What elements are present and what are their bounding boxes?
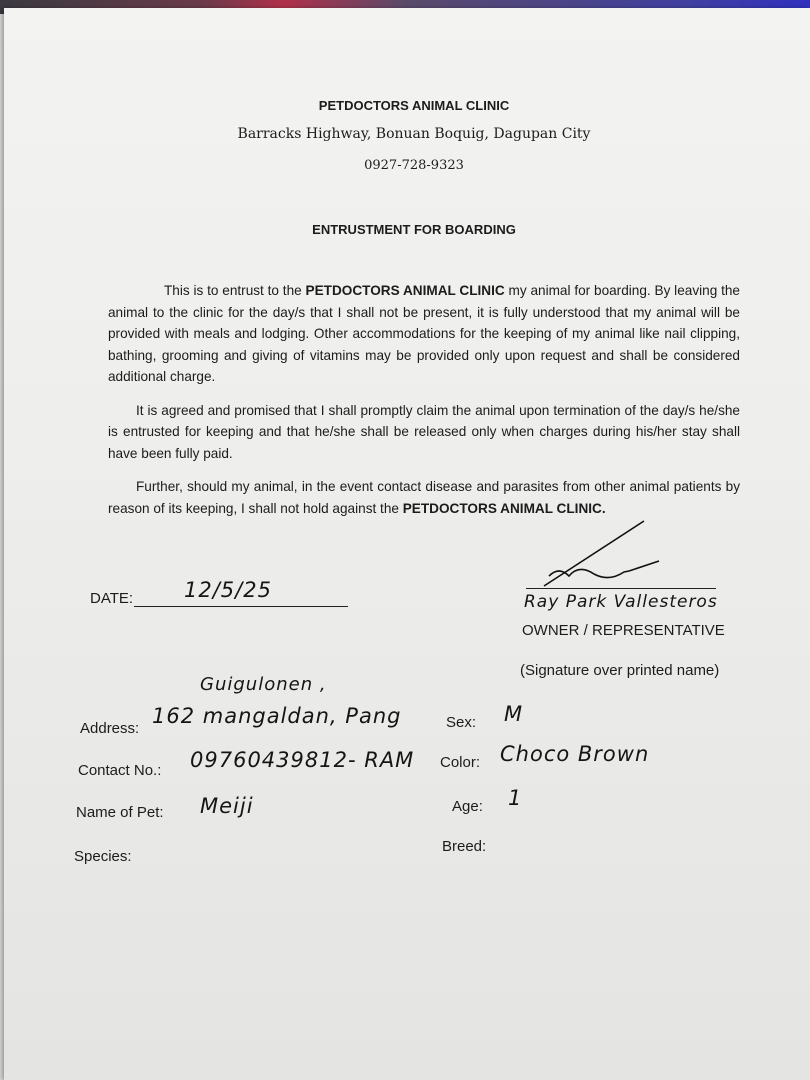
pet-name-value: Meiji [200,794,254,818]
signature-scribble [524,516,684,596]
age-value: 1 [508,786,523,810]
signature-note: (Signature over printed name) [520,662,720,679]
breed-label: Breed: [442,838,487,855]
date-line [134,606,348,607]
p1-bold: PETDOCTORS ANIMAL CLINIC [305,283,505,298]
address-label: Address: [80,720,140,737]
paragraph-1 [108,280,740,388]
pet-name-label: Name of Pet: [76,804,164,821]
paragraph-3 [108,476,740,519]
color-value: Choco Brown [500,742,650,766]
signature-line [526,588,716,589]
date-label: DATE: [90,590,134,607]
p1-text-2: my animal for boarding. By leaving the animal to the clinic for the day/s that I shall not be present, it is fully understood that my animal will be provided with meals and lodging. Other accommodations for the keeping of my animal like nail clipping, bathing, grooming and giving of vitamins may be provided only upon request and shall be considered additional charge. [108,283,740,384]
age-label: Age: [452,798,483,815]
p3-bold: PETDOCTORS ANIMAL CLINIC. [402,500,606,516]
date-value: 12/5/25 [184,578,272,602]
body-text [108,280,740,531]
address-line-1: Guigulonen , [200,674,327,695]
contact-label: Contact No.: [78,762,162,779]
p1-text: This is to entrust to the [164,283,306,298]
contact-value: 09760439812- RAM [190,748,415,772]
species-label: Species: [74,848,132,865]
color-label: Color: [440,754,481,771]
clinic-phone: 0927-728-9323 [364,158,464,173]
sex-value: M [504,702,524,726]
printed-name: Ray Park Vallesteros [524,592,718,612]
clinic-name: PETDOCTORS ANIMAL CLINIC [318,98,510,113]
document-title: ENTRUSTMENT FOR BOARDING [312,222,516,237]
clinic-address: Barracks Highway, Bonuan Boquig, Dagupan City [237,126,591,142]
address-line-2: 162 mangaldan, Pang [152,704,402,728]
paragraph-2: It is agreed and promised that I shall promptly claim the animal upon termination of the day/s he/she is entrusted for keeping and that he/she shall be released only when charges during his/her stay shall have been fully paid. [108,402,740,461]
owner-label: OWNER / REPRESENTATIVE [522,622,725,639]
sex-label: Sex: [446,714,477,731]
p3-text: Further, should my animal, in the event contact disease and parasites from other animal patients by reason of its keeping, I shall not hold against the [108,479,740,516]
document-page [4,8,810,1080]
